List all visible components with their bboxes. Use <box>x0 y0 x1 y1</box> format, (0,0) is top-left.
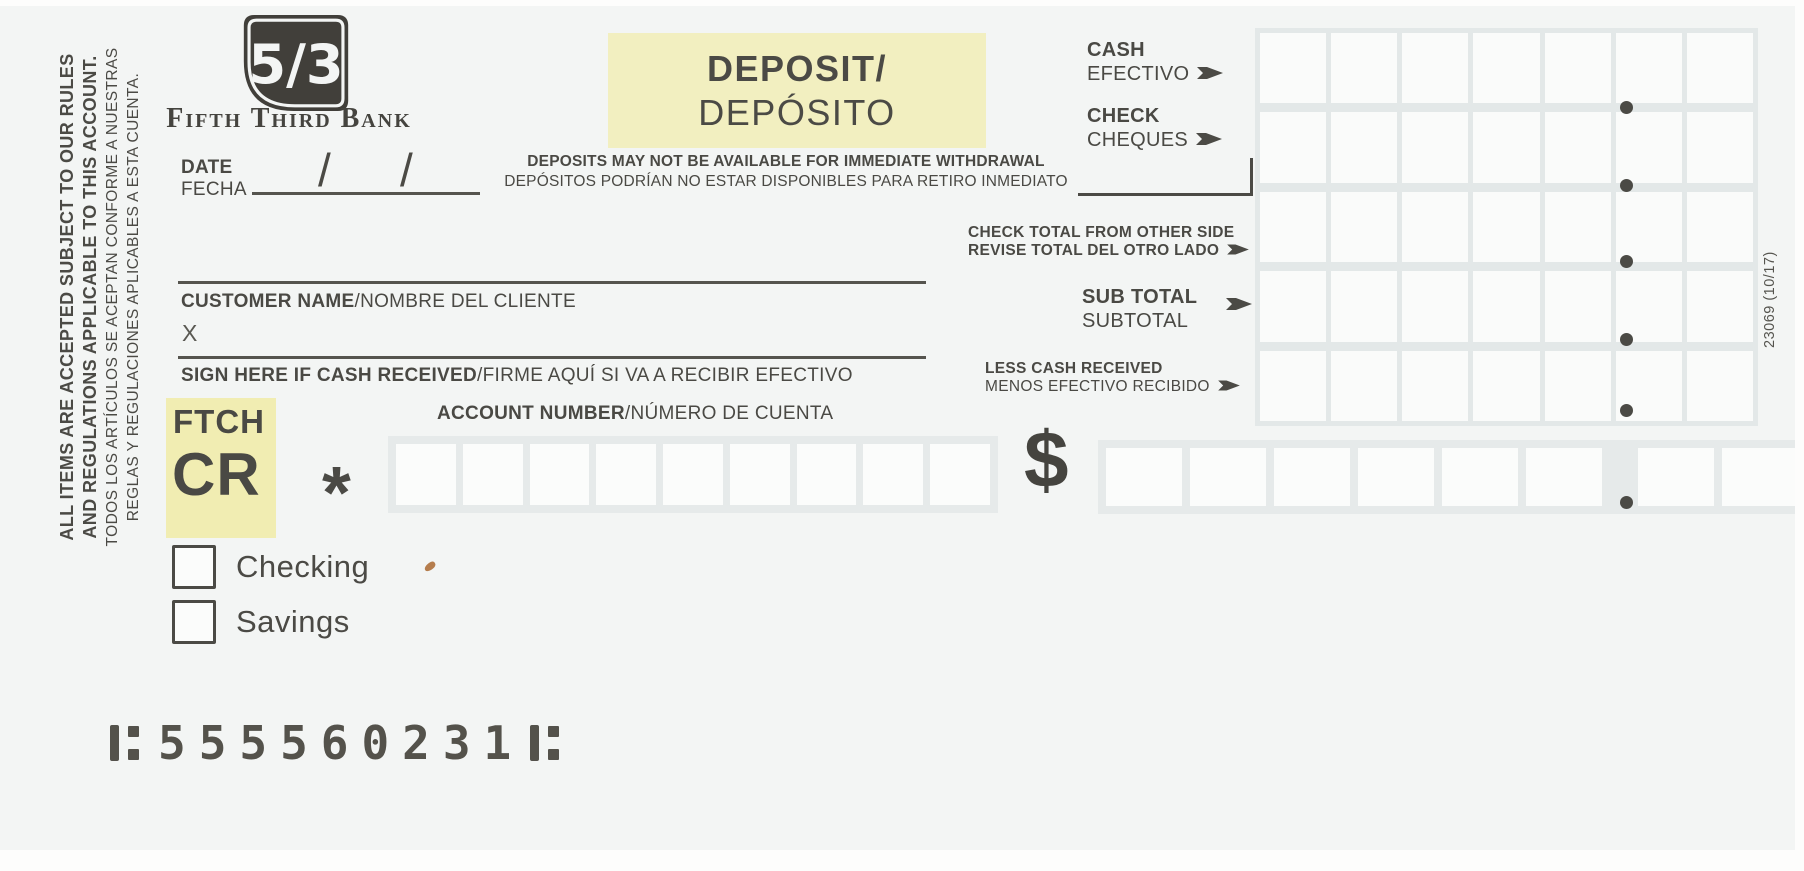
amount-cell[interactable] <box>1402 351 1468 421</box>
account-digit-cell[interactable] <box>596 444 656 505</box>
asterisk-mark: * <box>322 451 351 534</box>
sign-here-label <box>181 365 853 387</box>
micr-routing-number: 555560231 <box>158 716 525 770</box>
account-number-label-en: ACCOUNT NUMBER <box>437 403 625 424</box>
amount-cell[interactable] <box>1545 271 1611 341</box>
date-slash: / <box>400 144 413 196</box>
account-digit-cell[interactable] <box>797 444 857 505</box>
branch-code-box <box>166 398 276 538</box>
total-amount-band <box>1098 440 1798 514</box>
scan-edge <box>1795 0 1804 871</box>
check-label-es: CHEQUES <box>1087 129 1189 151</box>
subtotal-row-label <box>1082 285 1197 333</box>
arrow-right-icon <box>1218 378 1240 393</box>
less-cash-label-es: MENOS EFECTIVO RECIBIDO <box>985 378 1210 395</box>
logo-monogram: 5/3 <box>248 32 344 96</box>
rules-es-line2: REGLAS Y REGULACIONES APLICABLES A ESTA CUENTA. <box>125 72 142 522</box>
account-digit-cell[interactable] <box>730 444 790 505</box>
fifth-third-logo <box>243 15 349 116</box>
check-total-label-en: CHECK TOTAL FROM OTHER SIDE <box>968 224 1235 241</box>
amount-cell[interactable] <box>1473 351 1539 421</box>
decimal-dot <box>1620 404 1633 417</box>
amount-cell[interactable] <box>1331 271 1397 341</box>
total-amount-cell[interactable] <box>1190 448 1266 506</box>
arrow-right-icon <box>1196 130 1222 148</box>
amount-cell[interactable] <box>1687 351 1753 421</box>
sign-here-label-es: /FIRME AQUÍ SI VA A RECIBIR EFECTIVO <box>477 365 853 386</box>
check-label-en: CHECK <box>1087 105 1160 127</box>
amount-cell[interactable] <box>1260 351 1326 421</box>
subtotal-label-en: SUB TOTAL <box>1082 286 1198 308</box>
amount-cell[interactable] <box>1473 192 1539 262</box>
amount-cell[interactable] <box>1616 271 1682 341</box>
savings-option <box>172 600 350 644</box>
amount-cell[interactable] <box>1331 112 1397 182</box>
brand-wordmark: Fifth Third Bank <box>166 103 412 134</box>
amount-grid <box>1255 28 1758 426</box>
date-slash: / <box>318 144 331 196</box>
withdrawal-disclaimer-en: DEPOSITS MAY NOT BE AVAILABLE FOR IMMEDIATE WITHDRAWAL <box>527 153 1045 170</box>
checkbox-savings[interactable] <box>172 600 216 644</box>
scan-edge <box>0 850 1804 871</box>
checkbox-checking[interactable] <box>172 545 216 589</box>
scan-edge <box>0 0 1804 6</box>
decimal-dot <box>1620 101 1633 114</box>
account-digit-cell[interactable] <box>930 444 990 505</box>
customer-name-label <box>181 291 576 313</box>
amount-cell[interactable] <box>1402 271 1468 341</box>
scan-speck <box>423 560 437 573</box>
amount-cell[interactable] <box>1687 271 1753 341</box>
account-digit-cell[interactable] <box>863 444 923 505</box>
amount-cell[interactable] <box>1545 192 1611 262</box>
amount-cell[interactable] <box>1545 351 1611 421</box>
amount-cell[interactable] <box>1473 33 1539 103</box>
deposit-title-es: DEPÓSITO <box>698 91 896 133</box>
rules-side-note <box>56 8 144 586</box>
withdrawal-disclaimer-es: DEPÓSITOS PODRÍAN NO ESTAR DISPONIBLES PARA RETIRO INMEDIATO <box>504 173 1068 190</box>
signature-line[interactable] <box>178 356 926 359</box>
micr-line <box>110 716 560 770</box>
dollar-sign: $ <box>1024 415 1069 504</box>
transit-symbol-icon <box>110 721 140 765</box>
subtotal-label-es: SUBTOTAL <box>1082 310 1189 332</box>
amount-cell[interactable] <box>1402 33 1468 103</box>
amount-cell[interactable] <box>1473 112 1539 182</box>
decimal-dot <box>1620 179 1633 192</box>
date-label <box>181 157 247 201</box>
form-number: 23069 (10/17) <box>1762 251 1778 348</box>
cash-row-label <box>1087 38 1223 86</box>
decimal-dot <box>1620 255 1633 268</box>
amount-cell[interactable] <box>1260 271 1326 341</box>
total-amount-cell[interactable] <box>1526 448 1602 506</box>
arrow-right-icon <box>1226 295 1252 313</box>
total-amount-cell[interactable] <box>1442 448 1518 506</box>
check-total-row-label <box>968 224 1249 260</box>
cash-label-en: CASH <box>1087 39 1145 61</box>
rules-en-line1: ALL ITEMS ARE ACCEPTED SUBJECT TO OUR RULES <box>57 53 77 541</box>
rules-es-line1: TODOS LOS ARTÍCULOS SE ACEPTAN CONFORME A NUESTRAS <box>104 47 121 547</box>
withdrawal-disclaimer <box>492 152 1080 192</box>
amount-cell[interactable] <box>1331 33 1397 103</box>
less-cash-row-label <box>985 360 1240 396</box>
total-amount-cell[interactable] <box>1358 448 1434 506</box>
amount-cell[interactable] <box>1402 192 1468 262</box>
date-line[interactable] <box>252 192 480 195</box>
customer-name-label-es: /NOMBRE DEL CLIENTE <box>354 291 576 312</box>
check-bracket-line <box>1078 193 1253 196</box>
deposit-title <box>608 33 986 148</box>
customer-name-label-en: CUSTOMER NAME <box>181 291 355 312</box>
account-digit-cell[interactable] <box>396 444 456 505</box>
amount-cell[interactable] <box>1545 112 1611 182</box>
cash-label-es: EFECTIVO <box>1087 63 1190 85</box>
check-bracket-line <box>1250 158 1253 196</box>
account-digit-cell[interactable] <box>663 444 723 505</box>
decimal-dot <box>1620 496 1633 509</box>
amount-cell[interactable] <box>1260 112 1326 182</box>
check-row-label <box>1087 104 1222 152</box>
checking-label: Checking <box>236 549 370 584</box>
amount-cell[interactable] <box>1331 351 1397 421</box>
account-number-label-es: /NÚMERO DE CUENTA <box>624 403 834 424</box>
checking-option <box>172 545 369 589</box>
account-number-band <box>388 436 998 513</box>
branch-code-ftch: FTCH <box>173 403 265 440</box>
customer-name-line[interactable] <box>178 281 926 284</box>
amount-cell[interactable] <box>1687 112 1753 182</box>
fifth-third-shield-icon <box>243 15 349 111</box>
signature-x-mark: X <box>182 320 198 346</box>
amount-cell[interactable] <box>1545 33 1611 103</box>
savings-label: Savings <box>236 604 350 639</box>
total-cents-cell[interactable] <box>1722 448 1798 506</box>
sign-here-label-en: SIGN HERE IF CASH RECEIVED <box>181 365 478 386</box>
amount-cell[interactable] <box>1616 112 1682 182</box>
check-total-label-es: REVISE TOTAL DEL OTRO LADO <box>968 242 1220 259</box>
branch-code-cr: CR <box>172 441 261 508</box>
total-amount-cell[interactable] <box>1106 448 1182 506</box>
arrow-right-icon <box>1197 64 1223 82</box>
amount-cell[interactable] <box>1687 192 1753 262</box>
less-cash-label-en: LESS CASH RECEIVED <box>985 360 1163 377</box>
transit-symbol-icon <box>530 721 560 765</box>
amount-cell[interactable] <box>1616 192 1682 262</box>
amount-cell[interactable] <box>1473 271 1539 341</box>
account-digit-cell[interactable] <box>463 444 523 505</box>
amount-cell[interactable] <box>1331 192 1397 262</box>
total-amount-cell[interactable] <box>1274 448 1350 506</box>
amount-cell[interactable] <box>1260 192 1326 262</box>
amount-cell[interactable] <box>1260 33 1326 103</box>
deposit-title-en: DEPOSIT/ <box>706 47 888 89</box>
total-cents-cell[interactable] <box>1638 448 1714 506</box>
date-label-es: FECHA <box>181 179 247 200</box>
amount-cell[interactable] <box>1616 33 1682 103</box>
amount-cell[interactable] <box>1687 33 1753 103</box>
arrow-right-icon <box>1227 242 1249 257</box>
rules-en-line2: AND REGULATIONS APPLICABLE TO THIS ACCOUNT. <box>80 55 100 539</box>
account-digit-cell[interactable] <box>530 444 590 505</box>
account-number-label <box>437 403 833 425</box>
decimal-dot <box>1620 333 1633 346</box>
date-label-en: DATE <box>181 157 233 178</box>
amount-cell[interactable] <box>1402 112 1468 182</box>
